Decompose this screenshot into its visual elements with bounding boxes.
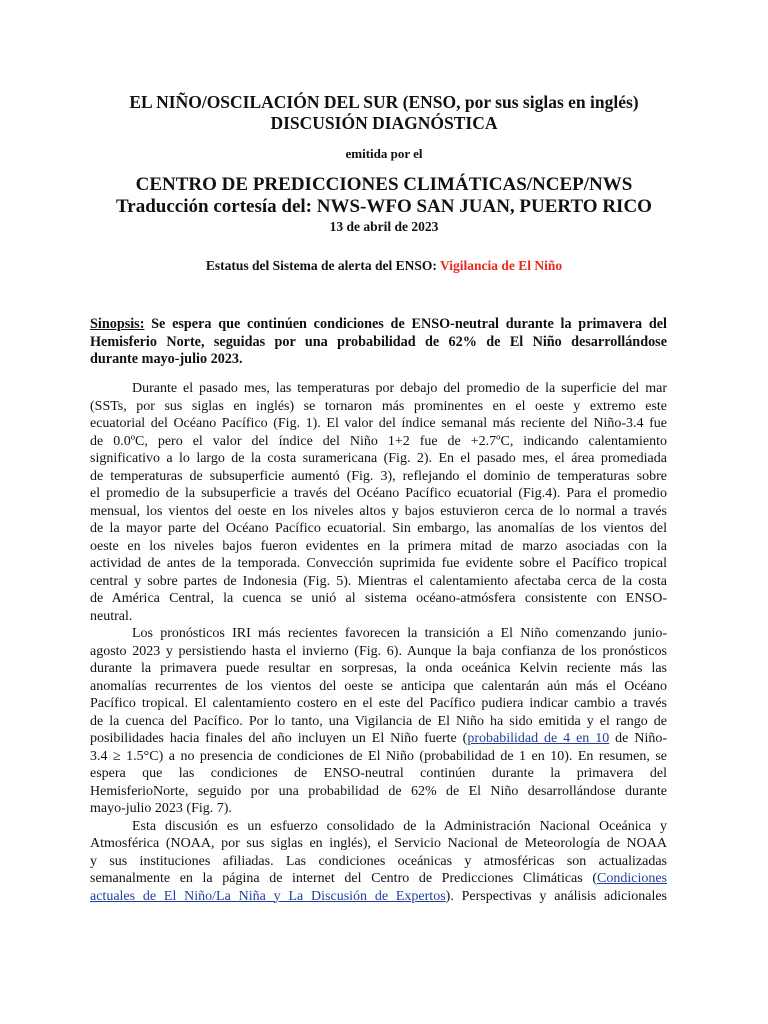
paragraph-line: central y sobre partes de Indonesia (Fig. 5). Mientras el calentamiento afectaba cerca de la costa bbox=[90, 573, 667, 589]
paragraph-line: de 0.0ºC, pero el valor del índice del Niño 1+2 fue de +2.7ºC, indicando calentamiento bbox=[90, 433, 667, 449]
paragraph-line: ecuatorial del Océano Pacífico (Fig. 1). El valor del índice semanal más reciente del Niño-3.4 fue bbox=[90, 416, 667, 431]
paragraph-line: mensual, los vientos del oeste en los niveles altos y bajos estuvieron cerca de lo normal a través bbox=[90, 503, 667, 519]
paragraph-line: de la cuenca del Pacífico. Por lo tanto, una Vigilancia de El Niño ha sido emitida y el rango de bbox=[90, 713, 667, 729]
paragraph-line: anomalías recurrentes de los vientos del oeste se anticipa que calentarán aún más el Océano bbox=[90, 678, 667, 694]
paragraph-line: significativo a lo largo de la costa suramericana (Fig. 2). En el pasado mes, el área promediada bbox=[90, 451, 667, 466]
discussion-body bbox=[90, 380, 667, 905]
status-label: Estatus del Sistema de alerta del ENSO: bbox=[205, 258, 437, 273]
paragraph-line: neutral. bbox=[90, 608, 133, 624]
document-title-line-2: DISCUSIÓN DIAGNÓSTICA bbox=[270, 113, 498, 133]
paragraph-line: de América Central, la cuenca se unió al sistema océano-atmósfera consistente con ENSO- bbox=[90, 591, 667, 606]
paragraph-line: de la mayor parte del Océano Pacífico ecuatorial. Sin embargo, las anomalías de los vientos del bbox=[90, 521, 667, 536]
paragraph-line: actuales de El Niño/La Niña y La Discusión de Expertos). Perspectivas y análisis adicionales bbox=[90, 888, 668, 904]
paragraph-line: Atmosférica (NOAA, por sus siglas en inglés), el Servicio Nacional de Meteorología de NOAA bbox=[90, 836, 667, 851]
document-title-line-1: EL NIÑO/OSCILACIÓN DEL SUR (ENSO, por sus siglas en inglés) bbox=[129, 92, 639, 112]
issued-by-text: emitida por el bbox=[345, 146, 423, 161]
paragraph-line: el promedio de la subsuperficie a través del Océano Pacífico ecuatorial (Fig.4). Para el promedio bbox=[90, 486, 667, 501]
center-name-line-1: CENTRO DE PREDICCIONES CLIMÁTICAS/NCEP/NWS bbox=[135, 174, 633, 195]
paragraph-line: actividad de antes de la temporada. Convección suprimida fue evidente sobre el Pacífico tropical bbox=[90, 556, 667, 571]
paragraph-line: Los pronósticos IRI más recientes favorecen la transición a El Niño comenzando junio- bbox=[132, 626, 667, 641]
synopsis-label: Sinopsis: bbox=[90, 316, 145, 332]
paragraph-line: Durante el pasado mes, las temperaturas por debajo del promedio de la superficie del mar bbox=[132, 381, 667, 396]
status-value: Vigilancia de El Niño bbox=[440, 258, 563, 273]
synopsis-line: Hemisferio Norte, seguidas por una probabilidad de 62% de El Niño desarrollándose bbox=[90, 333, 667, 350]
issue-date: 13 de abril de 2023 bbox=[329, 219, 439, 234]
paragraph-line: espera que las condiciones de ENSO-neutral continúen durante la primavera del bbox=[90, 766, 667, 781]
probability-link[interactable]: probabilidad de 4 en 10 bbox=[467, 731, 610, 746]
synopsis bbox=[90, 316, 667, 369]
paragraph-line: (SSTs, por sus siglas en inglés) se tornaron más prominentes en el oeste y extremo este bbox=[90, 398, 667, 414]
paragraph-line: Pacífico tropical. El calentamiento costero en el este del Pacífico pudiera indicar cambio a través bbox=[90, 696, 667, 711]
conditions-link-part-2[interactable]: actuales de El Niño/La Niña y La Discusión de Expertos bbox=[90, 888, 446, 904]
paragraph-line: 3.4 ≥ 1.5°C) a no presencia de condiciones de El Niño (probabilidad de 1 en 10). En resumen, se bbox=[90, 748, 667, 764]
paragraph-line: de temperaturas de subsuperficie aumentó (Fig. 3), reflejando el dominio de temperaturas sobre bbox=[90, 468, 667, 484]
paragraph-line: HemisferioNorte, seguido por una probabilidad de 62% de El Niño desarrollándose durante bbox=[90, 783, 667, 799]
synopsis-line: Sinopsis: Se espera que continúen condiciones de ENSO-neutral durante la primavera del bbox=[90, 316, 667, 332]
paragraph-line: agosto 2023 y persistiendo hasta el invierno (Fig. 6). Aunque la baja confianza de los pronósticos bbox=[90, 643, 667, 659]
paragraph-line: semanalmente en la página de internet del Centro de Predicciones Climáticas (Condiciones bbox=[90, 871, 667, 886]
enso-alert-status bbox=[0, 258, 768, 274]
paragraph-line: Esta discusión es un esfuerzo consolidado de la Administración Nacional Oceánica y bbox=[132, 818, 667, 834]
center-name-line-2: Traducción cortesía del: NWS-WFO SAN JUAN, PUERTO RICO bbox=[116, 196, 652, 217]
paragraph-line: durante la primavera puede resultar en sorpresas, la onda oceánica Kelvin reciente más las bbox=[90, 661, 667, 676]
paragraph-line: y sus instituciones afiliadas. Las condiciones oceánicas y atmosféricas son actualizadas bbox=[90, 853, 667, 869]
paragraph-line: oeste en los niveles bajos fueron evidentes en la primera mitad de marzo asociadas con la bbox=[90, 538, 667, 554]
conditions-link-part-1[interactable]: Condiciones bbox=[597, 871, 667, 886]
synopsis-line: durante mayo-julio 2023. bbox=[90, 351, 243, 367]
paragraph-line: posibilidades hacia finales del año incluyen un El Niño fuerte (probabilidad de 4 en 10 de Niño- bbox=[90, 731, 667, 746]
paragraph-line: mayo-julio 2023 (Fig. 7). bbox=[90, 801, 232, 816]
